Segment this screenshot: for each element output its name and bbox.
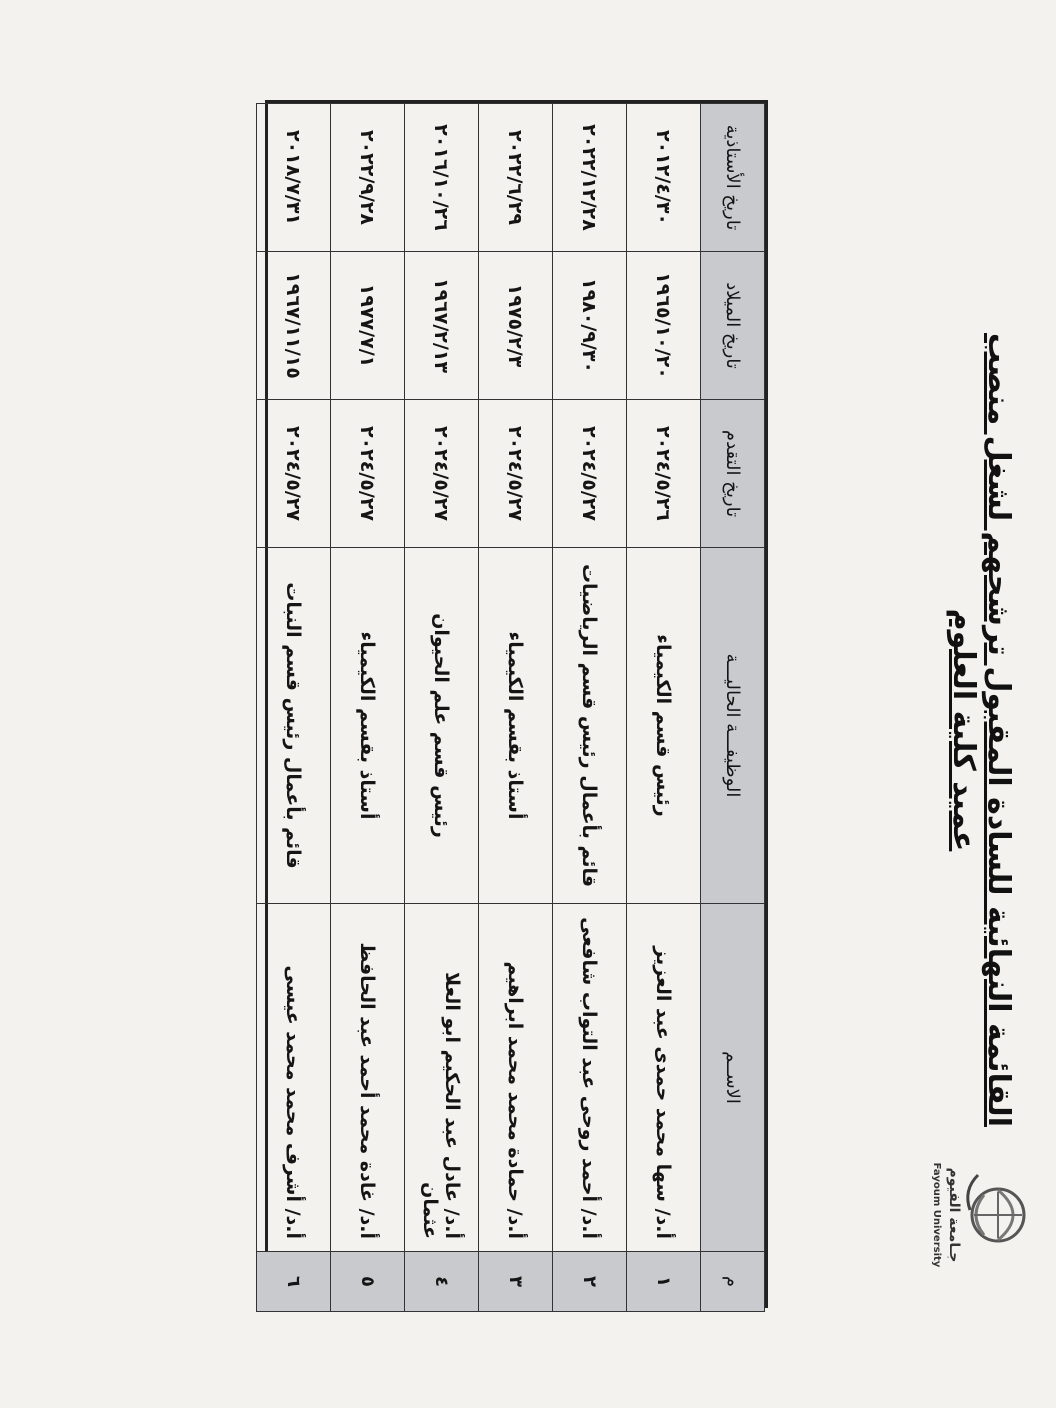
row-submission-date: ٢٠٢٤/٥/٢٧ <box>553 400 627 548</box>
row-birth-date: ١٩٧٧/٧/١ <box>331 252 405 400</box>
row-birth-date: ١٩٨٠/٩/٣٠ <box>553 252 627 400</box>
table-row <box>553 104 627 1312</box>
row-professorship-date: ٢٠٢٢/٩/٢٨ <box>331 104 405 252</box>
row-submission-date: ٢٠٢٤/٥/٢٦ <box>627 400 701 548</box>
header-name: الاســم <box>701 904 765 1252</box>
logo-arabic-text: جـامعة الفيوم <box>946 1167 962 1263</box>
row-current-position: رئيس قسم علم الحيوان <box>405 548 479 904</box>
row-professorship-date: ٢٠٢٢/٦/٢٩ <box>479 104 553 252</box>
row-submission-date: ٢٠٢٤/٥/٢٧ <box>257 400 331 548</box>
row-professorship-date: ٢٠١٢/٤/٣٠ <box>627 104 701 252</box>
row-number: ١ <box>627 1252 701 1312</box>
university-logo <box>918 1150 1028 1310</box>
table-row <box>479 104 553 1312</box>
header-submission-date: تاريخ التقدم <box>701 400 765 548</box>
row-submission-date: ٢٠٢٤/٥/٢٧ <box>479 400 553 548</box>
row-number: ٦ <box>257 1252 331 1312</box>
row-name: أ.د/ غادة محمد أحمد عبد الحافظ <box>331 904 405 1252</box>
row-birth-date: ١٩٦٧/١١/١٥ <box>257 252 331 400</box>
row-current-position: رئيس قسم الكيمياء <box>627 548 701 904</box>
document-title: القائمة النهائية للسادة المقبول ترشحهم لشغل منصب عميد كلية العلوم <box>946 333 1016 1127</box>
candidates-table-container <box>265 100 768 1308</box>
row-birth-date: ١٩٦٥/١٠/٢٠ <box>627 252 701 400</box>
row-name: أ.د/ عادل عبد الحكيم ابو العلا عثمان <box>405 904 479 1252</box>
row-name: أ.د/ أشرف محمد محمد عيسى <box>257 904 331 1252</box>
row-current-position: قائم بأعمال رئيس قسم النبات <box>257 548 331 904</box>
header-current-position: الوظيفـــة الحاليـــة <box>701 548 765 904</box>
row-current-position: أستاذ بقسم الكيمياء <box>479 548 553 904</box>
header-number: م <box>701 1252 765 1312</box>
logo-emblem-icon <box>958 1170 1028 1260</box>
row-number: ٣ <box>479 1252 553 1312</box>
row-professorship-date: ٢٠١٨/٧/٣١ <box>257 104 331 252</box>
row-number: ٥ <box>331 1252 405 1312</box>
row-birth-date: ١٩٦٧/٢/١٣ <box>405 252 479 400</box>
logo-english-text: Fayoum University <box>931 1162 942 1268</box>
row-professorship-date: ٢٠١٦/١٠/٢٦ <box>405 104 479 252</box>
row-professorship-date: ٢٠٢٢/١٢/٢٨ <box>553 104 627 252</box>
candidates-table <box>256 103 765 1312</box>
row-submission-date: ٢٠٢٤/٥/٢٧ <box>405 400 479 548</box>
row-number: ٤ <box>405 1252 479 1312</box>
table-row <box>627 104 701 1312</box>
row-name: أ.د/ حمادة محمد محمد ابراهيم <box>479 904 553 1252</box>
row-current-position: أستاذ بقسم الكيمياء <box>331 548 405 904</box>
header-professorship-date: تاريخ الأستاذية <box>701 104 765 252</box>
row-name: أ.د/ أحمد روحى عبد التواب شافعى <box>553 904 627 1252</box>
table-row <box>405 104 479 1312</box>
row-name: أ.د/ سها محمد حمدى عبد العزيز <box>627 904 701 1252</box>
row-number: ٢ <box>553 1252 627 1312</box>
row-submission-date: ٢٠٢٤/٥/٢٧ <box>331 400 405 548</box>
table-row <box>331 104 405 1312</box>
header-birth-date: تاريخ الميلاد <box>701 252 765 400</box>
table-header-row <box>701 104 765 1312</box>
row-current-position: قائم بأعمال رئيس قسم الرياضيات <box>553 548 627 904</box>
row-birth-date: ١٩٧٥/٢/٣ <box>479 252 553 400</box>
table-row <box>257 104 331 1312</box>
